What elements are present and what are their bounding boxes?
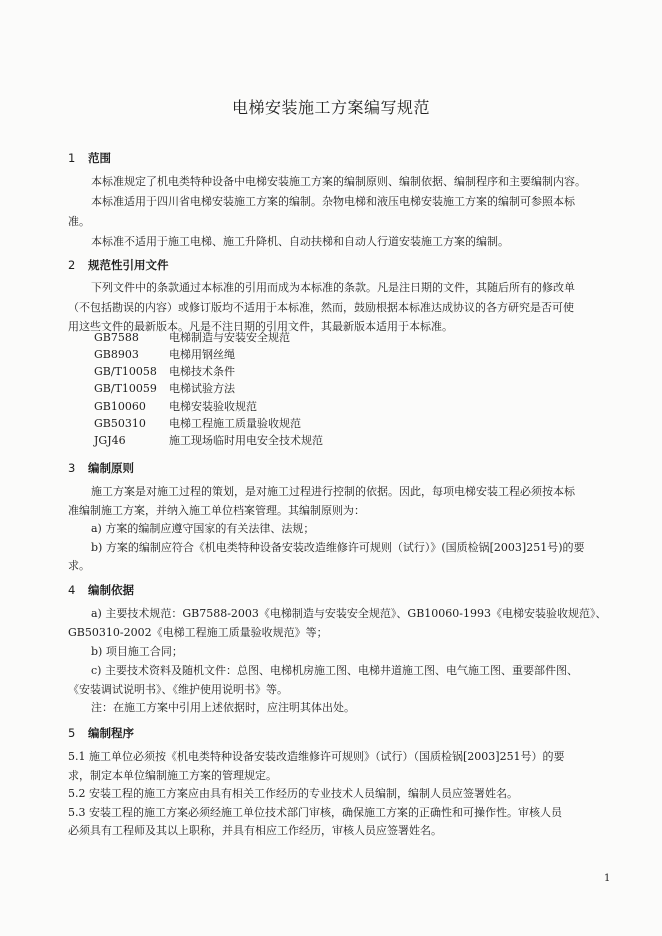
list-item: c) 主要技术资料及随机文件：总图、电梯机房施工图、电梯井道施工图、电气施工图、重要部件图、 (91, 664, 578, 677)
reference-code: GB/T10058 (94, 365, 157, 378)
paragraph: 施工方案是对施工过程的策划，是对施工过程进行控制的依据。因此，每项电梯安装工程必须按本标 (91, 485, 575, 498)
reference-name: 电梯制造与安装安全规范 (169, 331, 290, 344)
section-heading-4 (68, 582, 134, 598)
section-title: 范围 (88, 151, 111, 165)
paragraph: 下列文件中的条款通过本标准的引用而成为本标准的条款。凡是注日期的文件，其随后所有的修改单 (91, 281, 575, 294)
section-number: 1 (68, 151, 76, 165)
paragraph-continuation: 必须具有工程师及其以上职称，并具有相应工作经历，审核人员应签署姓名。 (68, 824, 442, 837)
reference-code: GB7588 (94, 331, 139, 344)
reference-code: JGJ46 (94, 434, 126, 447)
note: 注：在施工方案中引用上述依据时，应注明其体出处。 (91, 701, 355, 714)
section-heading-1 (68, 150, 111, 166)
reference-code: GB/T10059 (94, 382, 157, 395)
section-title: 编制原则 (88, 461, 134, 475)
section-title: 编制依据 (88, 583, 134, 597)
section-number: 2 (68, 258, 76, 272)
paragraph-continuation: 准。 (68, 215, 90, 228)
section-number: 5 (68, 726, 76, 740)
paragraph-continuation: 准编制施工方案，并纳入施工单位档案管理。其编制原则为： (68, 504, 365, 517)
paragraph-continuation: 求。 (68, 559, 90, 572)
clause: 5.2 安装工程的施工方案应由具有相关工作经历的专业技术人员编制，编制人员应签署姓名。 (68, 787, 518, 800)
reference-code: GB50310 (94, 417, 146, 430)
reference-name: 施工现场临时用电安全技术规范 (169, 434, 323, 447)
section-heading-3 (68, 460, 134, 476)
paragraph-continuation: 《安装调试说明书》、《维护使用说明书》等。 (68, 683, 288, 696)
section-heading-5 (68, 725, 134, 741)
section-number: 3 (68, 461, 76, 475)
reference-name: 电梯安装验收规范 (169, 400, 257, 413)
paragraph-continuation: 用这些文件的最新版本。凡是不注日期的引用文件，其最新版本适用于本标准。 (68, 320, 453, 333)
reference-code: GB10060 (94, 400, 146, 413)
reference-name: 电梯用钢丝绳 (169, 348, 235, 361)
paragraph-continuation: （不包括勘误的内容）或修订版均不适用于本标准，然而，鼓励根据本标准达成协议的各方研究是否可使 (68, 301, 574, 314)
section-title: 规范性引用文件 (88, 258, 169, 272)
paragraph: 本标准不适用于施工电梯、施工升降机、自动扶梯和自动人行道安装施工方案的编制。 (91, 235, 509, 248)
reference-name: 电梯试验方法 (169, 382, 235, 395)
reference-code: GB8903 (94, 348, 139, 361)
page-number: 1 (604, 873, 611, 884)
section-heading-2 (68, 257, 169, 273)
list-item: a) 主要技术规范：GB7588-2003《电梯制造与安装安全规范》、GB10060-1993《电梯安装验收规范》、 (91, 607, 607, 620)
document-title: 电梯安装施工方案编写规范 (231, 98, 430, 117)
section-title: 编制程序 (88, 726, 134, 740)
section-number: 4 (68, 583, 76, 597)
list-item: b) 方案的编制应符合《机电类特种设备安装改造维修许可规则（试行）》(国质检锅[2003]251号)的要 (91, 541, 585, 554)
reference-name: 电梯技术条件 (169, 365, 235, 378)
paragraph: 本标准规定了机电类特种设备中电梯安装施工方案的编制原则、编制依据、编制程序和主要编制内容。 (91, 175, 586, 188)
paragraph-continuation: GB50310-2002《电梯工程施工质量验收规范》等； (68, 626, 328, 639)
list-item: b) 项目施工合同； (91, 645, 183, 658)
clause: 5.3 安装工程的施工方案必须经施工单位技术部门审核，确保施工方案的正确性和可操作性。审核人员 (68, 806, 562, 819)
paragraph-continuation: 求，制定本单位编制施工方案的管理规定。 (68, 769, 277, 782)
paragraph: 本标准适用于四川省电梯安装施工方案的编制。杂物电梯和液压电梯安装施工方案的编制可参照本标 (91, 195, 575, 208)
clause: 5.1 施工单位必须按《机电类特种设备安装改造维修许可规则》（试行）（国质检锅[2003]251号）的要 (68, 750, 565, 763)
reference-name: 电梯工程施工质量验收规范 (169, 417, 301, 430)
list-item: a) 方案的编制应遵守国家的有关法律、法规； (91, 522, 315, 535)
